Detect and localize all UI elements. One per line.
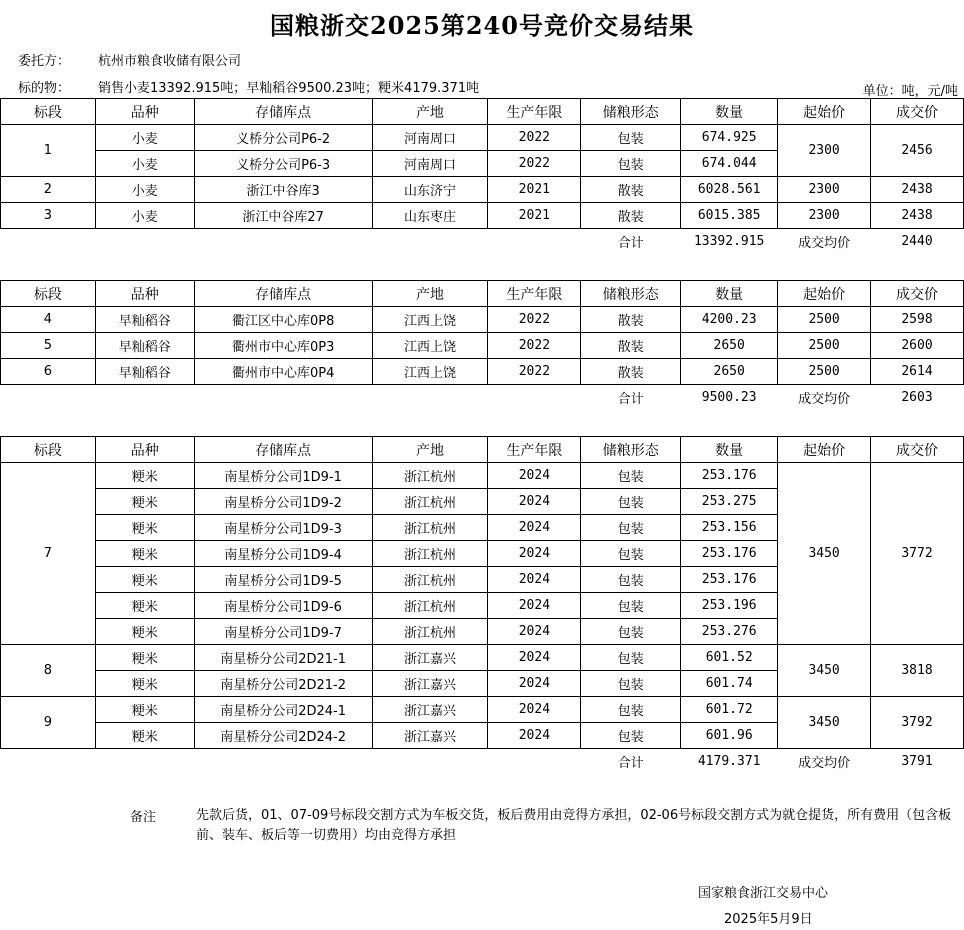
form-cell: 散装 [581,333,681,359]
header-qty: 数量 [681,281,778,307]
header-deal-price: 成交价 [871,281,964,307]
origin-cell: 浙江杭州 [372,515,488,541]
year-cell: 2024 [488,489,581,515]
year-cell: 2024 [488,619,581,645]
deal-price-cell: 3792 [871,697,964,749]
start-price-cell: 2500 [778,307,871,333]
origin-cell: 浙江嘉兴 [372,697,488,723]
remark-label: 备注 [130,810,157,825]
year-cell: 2024 [488,723,581,749]
form-cell: 包装 [581,671,681,697]
variety-cell: 粳米 [95,723,194,749]
form-cell: 包装 [581,463,681,489]
variety-cell: 粳米 [95,541,194,567]
form-cell: 包装 [581,697,681,723]
depot-cell: 浙江中谷库27 [194,203,372,229]
depot-cell: 南星桥分公司1D9-3 [194,515,372,541]
total-label: 合计 [617,756,644,771]
origin-cell: 江西上饶 [372,307,488,333]
deal-price-cell: 3818 [871,645,964,697]
total-qty: 9500.23 [701,390,757,405]
variety-cell: 粳米 [95,515,194,541]
start-price-cell: 3450 [778,697,871,749]
form-cell: 包装 [581,645,681,671]
start-price-cell: 2300 [778,203,871,229]
header-depot: 存储库点 [194,437,372,463]
depot-cell: 南星桥分公司2D21-1 [194,645,372,671]
origin-cell: 浙江嘉兴 [372,645,488,671]
lot-cell: 5 [1,333,96,359]
variety-cell: 粳米 [95,645,194,671]
year-cell: 2024 [488,515,581,541]
avg-price-value: 2603 [901,390,933,405]
qty-cell: 2650 [681,359,778,385]
header-lot: 标段 [1,437,96,463]
depot-cell: 衢州市中心库0P3 [194,333,372,359]
lot-cell: 2 [1,177,96,203]
qty-cell: 253.156 [681,515,778,541]
variety-cell: 早籼稻谷 [95,359,194,385]
year-cell: 2024 [488,567,581,593]
depot-cell: 南星桥分公司2D21-2 [194,671,372,697]
variety-cell: 粳米 [95,593,194,619]
subject-value: 销售小麦13392.915吨；早籼稻谷9500.23吨；粳米4179.371吨 [98,81,480,96]
variety-cell: 小麦 [95,151,194,177]
qty-cell: 253.275 [681,489,778,515]
origin-cell: 河南周口 [372,151,488,177]
deal-price-cell: 2598 [871,307,964,333]
year-cell: 2022 [488,307,581,333]
header-start-price: 起始价 [778,437,871,463]
origin-cell: 浙江杭州 [372,567,488,593]
origin-cell: 浙江嘉兴 [372,671,488,697]
depot-cell: 南星桥分公司2D24-2 [194,723,372,749]
qty-cell: 4200.23 [681,307,778,333]
depot-cell: 衢州市中心库0P4 [194,359,372,385]
origin-cell: 河南周口 [372,125,488,151]
deal-price-cell: 2438 [871,203,964,229]
qty-cell: 2650 [681,333,778,359]
variety-cell: 粳米 [95,463,194,489]
table-row [1,125,964,151]
depot-cell: 南星桥分公司1D9-4 [194,541,372,567]
avg-price-label: 成交均价 [798,392,851,407]
table-row [1,645,964,671]
depot-cell: 浙江中谷库3 [194,177,372,203]
avg-price-value: 3791 [901,754,933,769]
qty-cell: 601.52 [681,645,778,671]
variety-cell: 小麦 [95,125,194,151]
variety-cell: 早籼稻谷 [95,307,194,333]
table-row [1,463,964,489]
form-cell: 包装 [581,151,681,177]
results-table-paddy [0,280,964,410]
total-qty: 4179.371 [697,754,761,769]
page-title: 国粮浙交2025第240号竞价交易结果 [270,11,694,40]
qty-cell: 601.72 [681,697,778,723]
origin-cell: 江西上饶 [372,359,488,385]
remark-text: 先款后货，01、07-09号标段交割方式为车板交货，板后费用由竞得方承担，02-06号标段交割方式为就仓提货，所有费用（包含板前、装车、板后等一切费用）均由竞得方承担 [196,808,952,843]
variety-cell: 小麦 [95,203,194,229]
form-cell: 包装 [581,619,681,645]
depot-cell: 南星桥分公司1D9-2 [194,489,372,515]
form-cell: 包装 [581,125,681,151]
depot-cell: 南星桥分公司1D9-6 [194,593,372,619]
qty-cell: 253.276 [681,619,778,645]
header-row [1,99,964,125]
origin-cell: 山东枣庄 [372,203,488,229]
lot-cell: 4 [1,307,96,333]
form-cell: 散装 [581,177,681,203]
origin-cell: 江西上饶 [372,333,488,359]
header-variety: 品种 [95,281,194,307]
origin-cell: 浙江杭州 [372,619,488,645]
form-cell: 包装 [581,593,681,619]
origin-cell: 浙江杭州 [372,489,488,515]
qty-cell: 253.176 [681,463,778,489]
total-row [1,229,964,255]
lot-cell: 3 [1,203,96,229]
qty-cell: 601.96 [681,723,778,749]
origin-cell: 浙江杭州 [372,593,488,619]
avg-price-label: 成交均价 [798,236,851,251]
total-row [1,749,964,775]
deal-price-cell: 2600 [871,333,964,359]
variety-cell: 早籼稻谷 [95,333,194,359]
client-label: 委托方： [18,54,71,69]
year-cell: 2024 [488,593,581,619]
deal-price-cell: 2438 [871,177,964,203]
qty-cell: 253.196 [681,593,778,619]
depot-cell: 义桥分公司P6-3 [194,151,372,177]
origin-cell: 浙江嘉兴 [372,723,488,749]
year-cell: 2021 [488,203,581,229]
start-price-cell: 2300 [778,177,871,203]
header-form: 储粮形态 [581,99,681,125]
header-origin: 产地 [372,99,488,125]
lot-cell: 7 [1,463,96,645]
origin-cell: 浙江杭州 [372,463,488,489]
variety-cell: 粳米 [95,489,194,515]
header-year: 生产年限 [488,99,581,125]
table-row [1,177,964,203]
header-qty: 数量 [681,437,778,463]
form-cell: 散装 [581,203,681,229]
form-cell: 包装 [581,541,681,567]
header-year: 生产年限 [488,437,581,463]
year-cell: 2024 [488,671,581,697]
header-lot: 标段 [1,99,96,125]
header-variety: 品种 [95,99,194,125]
form-cell: 包装 [581,489,681,515]
year-cell: 2021 [488,177,581,203]
deal-price-cell: 3772 [871,463,964,645]
table-row [1,333,964,359]
header-year: 生产年限 [488,281,581,307]
header-qty: 数量 [681,99,778,125]
subject-label: 标的物： [18,81,71,96]
table-row [1,359,964,385]
year-cell: 2024 [488,541,581,567]
form-cell: 包装 [581,723,681,749]
origin-cell: 山东济宁 [372,177,488,203]
header-deal-price: 成交价 [871,99,964,125]
start-price-cell: 3450 [778,463,871,645]
depot-cell: 南星桥分公司1D9-5 [194,567,372,593]
variety-cell: 粳米 [95,619,194,645]
qty-cell: 674.044 [681,151,778,177]
client-value: 杭州市粮食收储有限公司 [98,54,242,69]
year-cell: 2024 [488,463,581,489]
header-deal-price: 成交价 [871,437,964,463]
lot-cell: 9 [1,697,96,749]
header-row [1,281,964,307]
table-row [1,203,964,229]
results-table-rice [0,436,964,774]
header-start-price: 起始价 [778,99,871,125]
qty-cell: 6028.561 [681,177,778,203]
depot-cell: 南星桥分公司1D9-1 [194,463,372,489]
header-start-price: 起始价 [778,281,871,307]
depot-cell: 南星桥分公司1D9-7 [194,619,372,645]
deal-price-cell: 2456 [871,125,964,177]
year-cell: 2022 [488,151,581,177]
header-form: 储粮形态 [581,281,681,307]
unit-note: 单位：吨，元/吨 [862,84,958,99]
total-row [1,385,964,411]
header-depot: 存储库点 [194,99,372,125]
start-price-cell: 2300 [778,125,871,177]
variety-cell: 小麦 [95,177,194,203]
table-row [1,697,964,723]
qty-cell: 253.176 [681,541,778,567]
start-price-cell: 3450 [778,645,871,697]
lot-cell: 8 [1,645,96,697]
start-price-cell: 2500 [778,333,871,359]
issuer: 国家粮食浙江交易中心 [698,886,829,901]
origin-cell: 浙江杭州 [372,541,488,567]
form-cell: 包装 [581,515,681,541]
variety-cell: 粳米 [95,671,194,697]
variety-cell: 粳米 [95,567,194,593]
table-row [1,307,964,333]
total-label: 合计 [617,236,644,251]
header-variety: 品种 [95,437,194,463]
avg-price-label: 成交均价 [798,756,851,771]
header-depot: 存储库点 [194,281,372,307]
year-cell: 2024 [488,645,581,671]
depot-cell: 义桥分公司P6-2 [194,125,372,151]
total-qty: 13392.915 [693,234,765,249]
header-form: 储粮形态 [581,437,681,463]
qty-cell: 253.176 [681,567,778,593]
year-cell: 2022 [488,359,581,385]
header-lot: 标段 [1,281,96,307]
year-cell: 2022 [488,125,581,151]
form-cell: 散装 [581,359,681,385]
qty-cell: 6015.385 [681,203,778,229]
qty-cell: 674.925 [681,125,778,151]
variety-cell: 粳米 [95,697,194,723]
year-cell: 2024 [488,697,581,723]
lot-cell: 6 [1,359,96,385]
qty-cell: 601.74 [681,671,778,697]
issue-date: 2025年5月9日 [724,912,813,927]
avg-price-value: 2440 [901,234,933,249]
depot-cell: 南星桥分公司2D24-1 [194,697,372,723]
deal-price-cell: 2614 [871,359,964,385]
year-cell: 2022 [488,333,581,359]
header-origin: 产地 [372,437,488,463]
results-table-wheat [0,98,964,254]
start-price-cell: 2500 [778,359,871,385]
header-origin: 产地 [372,281,488,307]
form-cell: 包装 [581,567,681,593]
form-cell: 散装 [581,307,681,333]
total-label: 合计 [617,392,644,407]
lot-cell: 1 [1,125,96,177]
depot-cell: 衢江区中心库0P8 [194,307,372,333]
header-row [1,437,964,463]
